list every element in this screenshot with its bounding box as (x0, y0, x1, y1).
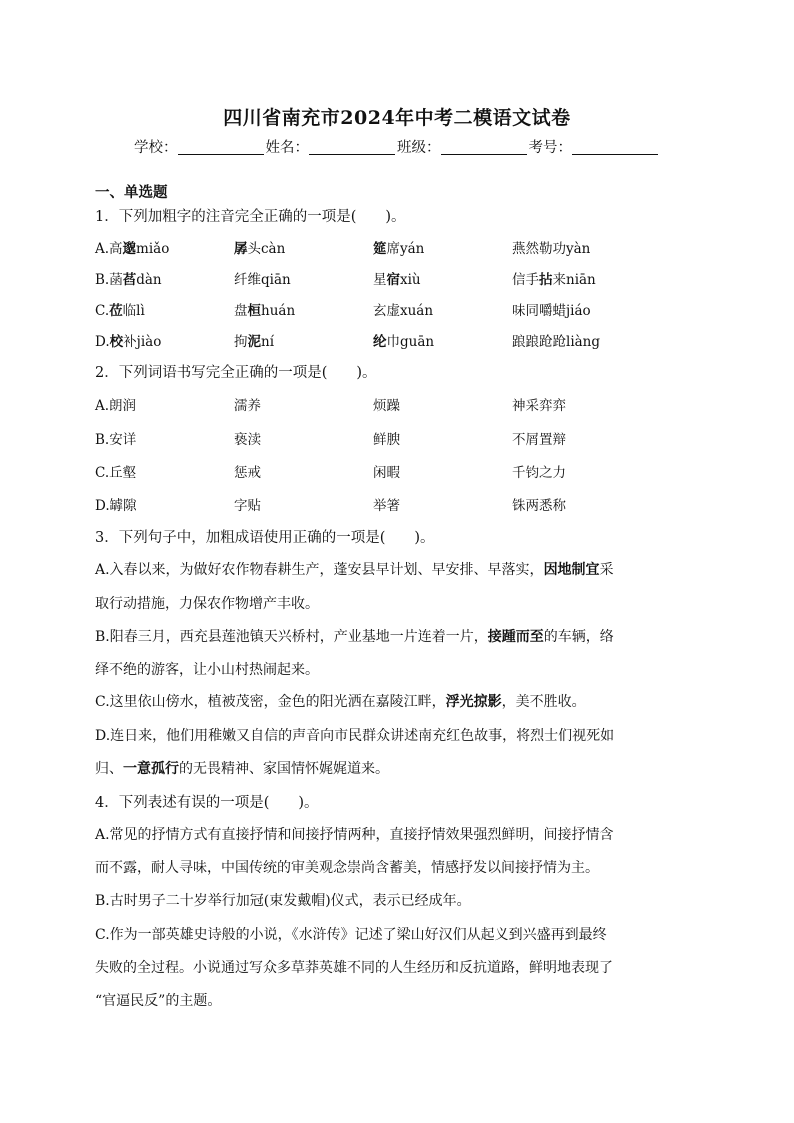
q4-option-a-line2: 而不露，耐人寻味，中国传统的审美观念崇尚含蓄美，情感抒发以间接抒情为主。 (95, 860, 599, 876)
q4-option-c-line1: C.作为一部英雄史诗般的小说，《水浒传》记述了梁山好汉们从起义到兴盛再到最终 (95, 927, 607, 943)
q2-a-1: A.朗润 (95, 398, 137, 414)
question-4-stem: 4．下列表述有误的一项是( )。 (95, 795, 319, 811)
question-3-stem: 3．下列句子中，加粗成语使用正确的一项是( )。 (95, 530, 435, 546)
q1-a-1: A.高邈miǎo (95, 241, 170, 257)
q4-option-c-line2: 失败的全过程。小说通过写众多草莽英雄不同的人生经历和反抗道路，鲜明地表现了 (95, 960, 613, 976)
q1-a-2: 孱头càn (234, 241, 286, 257)
q2-b-1: B.安详 (95, 432, 137, 448)
q4-option-a-line1: A.常见的抒情方式有直接抒情和间接抒情两种，直接抒情效果强烈鲜明，间接抒情含 (95, 827, 614, 843)
q1-c-4: 味同嚼蜡jiáo (512, 303, 591, 319)
student-info-line (0, 136, 794, 157)
q1-d-3: 纶巾guān (373, 334, 435, 350)
name-blank[interactable] (309, 140, 395, 155)
school-label: 学校： (134, 140, 178, 156)
page-title: 四川省南充市2024年中考二模语文试卷 (223, 107, 571, 129)
school-blank[interactable] (178, 140, 264, 155)
class-blank[interactable] (441, 140, 527, 155)
exam-no-label: 考号： (528, 140, 572, 156)
q3-option-b-line1: B.阳春三月，西充县莲池镇天兴桥村，产业基地一片连着一片，接踵而至的车辆，络 (95, 629, 614, 645)
q1-b-1: B.菡萏dàn (95, 272, 162, 288)
q1-c-1: C.莅临lì (95, 303, 145, 319)
q4-option-c-line3: “官逼民反”的主题。 (95, 993, 222, 1009)
q1-c-3: 玄虚xuán (373, 303, 434, 319)
exam-no-blank[interactable] (572, 140, 658, 155)
q2-b-3: 鲜腴 (373, 432, 400, 448)
q2-d-1: D.罅隙 (95, 498, 137, 514)
q1-b-4: 信手拈来niān (512, 272, 596, 288)
q2-b-2: 亵渎 (234, 432, 261, 448)
q1-c-2: 盘桓huán (234, 303, 296, 319)
q1-b-3: 星宿xiù (373, 272, 421, 288)
q3-option-a-line1: A.入春以来，为做好农作物春耕生产，蓬安县早计划、早安排、早落实，因地制宜采 (95, 562, 614, 578)
section-heading: 一、单选题 (95, 184, 168, 201)
q2-c-3: 闲暇 (373, 465, 400, 481)
question-2-stem: 2．下列词语书写完全正确的一项是( )。 (95, 365, 377, 381)
q3-option-c-line1: C.这里依山傍水，植被茂密，金色的阳光洒在嘉陵江畔，浮光掠影，美不胜收。 (95, 694, 586, 710)
q3-option-d-line2: 归、一意孤行的无畏精神、家国情怀娓娓道来。 (95, 761, 389, 777)
q2-c-1: C.丘壑 (95, 465, 137, 481)
question-1-stem: 1．下列加粗字的注音完全正确的一项是( )。 (95, 209, 406, 225)
q3-option-d-line1: D.连日来，他们用稚嫩又自信的声音向市民群众讲述南充红色故事，将烈士们视死如 (95, 728, 615, 744)
q3-option-b-line2: 绎不绝的游客，让小山村热闹起来。 (95, 662, 319, 678)
q2-c-2: 惩戒 (234, 465, 261, 481)
q1-b-2: 纤维qiān (234, 272, 291, 288)
q1-d-4: 踉踉跄跄liàng (512, 334, 601, 350)
q1-a-4: 燕然勒功yàn (512, 241, 591, 257)
q2-a-4: 神采弈弈 (512, 398, 566, 414)
q2-b-4: 不屑置辩 (512, 432, 566, 448)
q2-d-4: 铢两悉称 (512, 498, 566, 514)
q1-d-2: 拘泥ní (234, 334, 275, 350)
q2-a-2: 濡养 (234, 398, 261, 414)
class-label: 班级： (397, 140, 441, 156)
name-label: 姓名： (265, 140, 309, 156)
q1-a-3: 筵席yán (373, 241, 425, 257)
q2-c-4: 千钧之力 (512, 465, 566, 481)
q1-d-1: D.校补jiào (95, 334, 162, 350)
q2-a-3: 烦躁 (373, 398, 400, 414)
q2-d-3: 举箸 (373, 498, 400, 514)
q2-d-2: 字贴 (234, 498, 261, 514)
q4-option-b-line1: B.古时男子二十岁举行加冠(束发戴帽)仪式，表示已经成年。 (95, 893, 471, 909)
q3-option-a-line2: 取行动措施，力保农作物增产丰收。 (95, 596, 319, 612)
